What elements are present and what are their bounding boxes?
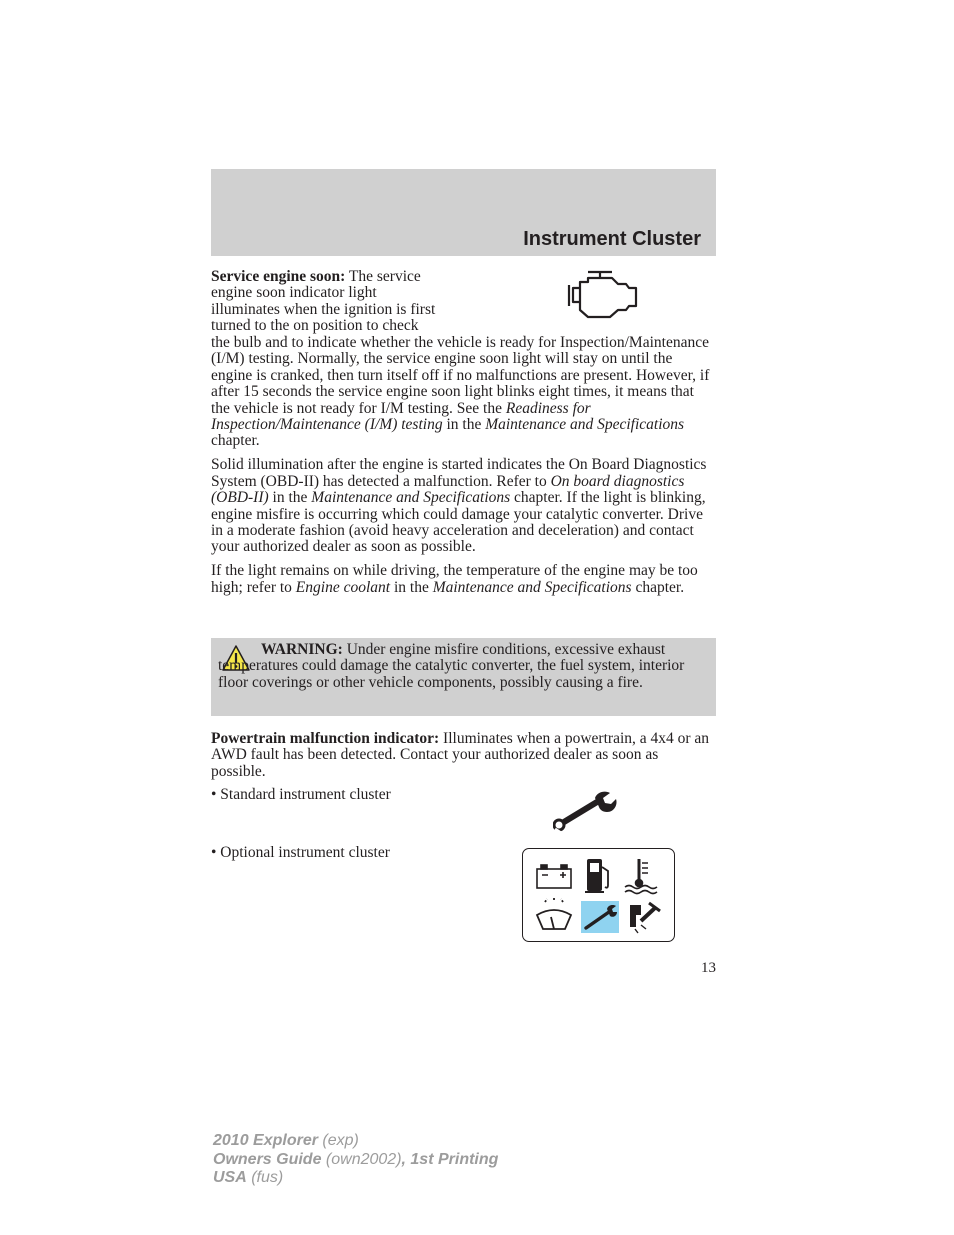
footer-model: 2010 Explorer (213, 1132, 318, 1149)
text: in the (268, 489, 312, 507)
footer-market: USA (213, 1169, 247, 1186)
text: Solid illumination after the engine is started indicates the On Board Diagnostics System (OBD-II) has detected a malfunction. Refer to (211, 456, 707, 490)
battery-icon (537, 865, 571, 888)
cross-reference: Readiness for Inspection/Maintenance (I/M) testing (211, 399, 591, 434)
cross-reference: Maintenance and Specifications (432, 578, 632, 596)
cluster-icons (523, 849, 674, 941)
warning-text (218, 642, 708, 691)
cross-reference: Engine coolant (295, 578, 391, 596)
footer-printing: , 1st Printing (401, 1150, 499, 1168)
footer-code: (exp) (317, 1132, 359, 1149)
paragraph (211, 457, 716, 555)
footer-line (213, 1169, 498, 1188)
footer-line (213, 1132, 498, 1151)
page-number: 13 (701, 960, 716, 976)
page-title: Instrument Cluster (523, 228, 701, 250)
warning-label: WARNING: (261, 641, 343, 658)
service-engine-paragraphs (211, 335, 716, 596)
four-wheel-drive-icon (630, 903, 660, 933)
footer-guide: Owners Guide (213, 1150, 322, 1168)
list-item: • Optional instrument cluster (211, 844, 390, 861)
optional-cluster-panel (522, 848, 675, 942)
wrench-icon (553, 789, 619, 835)
fuel-pump-icon (585, 859, 608, 893)
intro-line: illuminates when the ignition is first (211, 300, 436, 318)
footer (213, 1132, 498, 1188)
cross-reference: Maintenance and Specifications (311, 489, 511, 507)
warning-body: Under engine misfire conditions, excessive exhaust temperatures could damage the catalytic converter, the fuel system, interior floor coverings or other vehicle components, possibly causing a fire. (218, 641, 685, 691)
intro-line: turned to the on position to check (211, 317, 419, 335)
header-band (211, 169, 716, 256)
check-engine-icon (566, 268, 640, 320)
text: in the (442, 416, 486, 434)
text: Illuminates when a powertrain, a 4x4 or an AWD fault has been detected. Contact your authorized dealer as soon as possible. (211, 730, 710, 780)
powertrain-paragraph (211, 731, 716, 780)
text: If the light remains on while driving, the temperature of the engine may be too high; refer to (211, 562, 698, 596)
cross-reference: Maintenance and Specifications (485, 416, 685, 434)
text: in the (390, 578, 433, 596)
text: chapter. If the light is blinking, engine misfire is occurring which could damage your catalytic converter. Drive in a moderate fashion (avoid heavy acceleration and deceleration) and contact your authorized dealer as soon as possible. (211, 489, 706, 556)
paragraph (211, 563, 716, 596)
paragraph (211, 335, 716, 450)
list-item: • Standard instrument cluster (211, 786, 391, 803)
washer-fluid-icon (537, 897, 571, 929)
text: chapter. (631, 578, 685, 596)
intro-line: engine soon indicator light (211, 284, 377, 302)
footer-line (213, 1151, 498, 1170)
text: the bulb and to indicate whether the vehicle is ready for Inspection/Maintenance (I/M) testing. Normally, the service engine soon light will stay on until the engine is cranked, then turn itself off if no malfunctions are present. However, if after 15 seconds the service engine soon light blinks eight times, it means that the vehicle is not ready for I/M testing. See the (211, 334, 710, 417)
footer-code: (own2002) (321, 1150, 402, 1168)
intro-line: The service (345, 268, 421, 285)
text: chapter. (211, 432, 260, 450)
cross-reference: On board diagnostics (OBD-II) (211, 472, 685, 507)
powertrain-lead: Powertrain malfunction indicator: (211, 730, 440, 747)
service-engine-lead: Service engine soon: (211, 268, 346, 285)
service-engine-intro (211, 269, 461, 335)
warning-box (211, 638, 716, 716)
footer-code: (fus) (246, 1169, 284, 1186)
coolant-temperature-icon (625, 859, 657, 894)
